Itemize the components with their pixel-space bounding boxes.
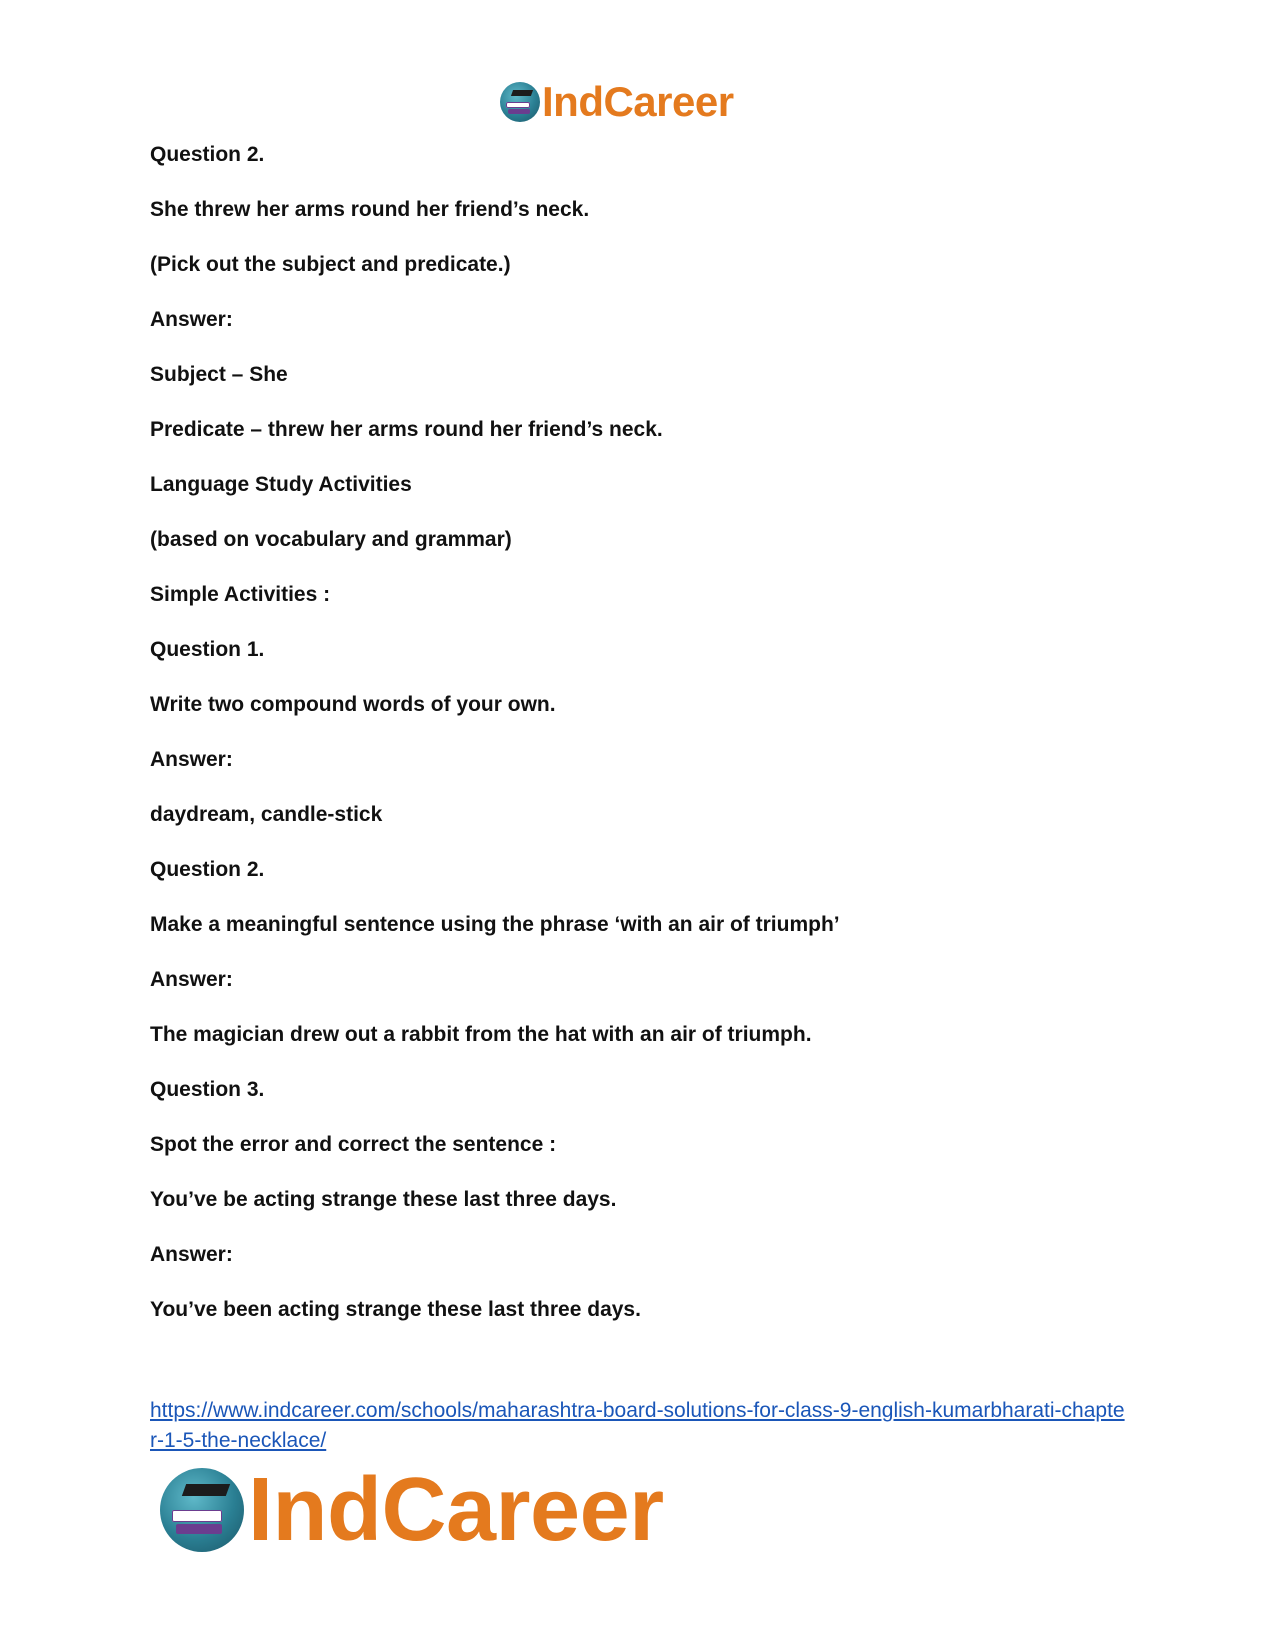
section-heading: Language Study Activities [150,473,412,496]
graduation-cap-icon [511,90,533,96]
question-heading: Question 1. [150,638,265,661]
section-subheading: Simple Activities : [150,583,331,606]
answer-label: Answer: [150,308,233,331]
answer-label: Answer: [150,748,233,771]
globe-book-icon [500,82,540,122]
globe-book-icon [160,1468,244,1552]
answer-text: Predicate – threw her arms round her friend’s neck. [150,418,663,441]
question-text: She threw her arms round her friend’s neck. [150,198,590,221]
logo-wordmark: IndCareer [248,1460,664,1560]
book-stack-icon [176,1524,222,1534]
question-text: Make a meaningful sentence using the phrase ‘with an air of triumph’ [150,913,840,936]
section-subheading: (based on vocabulary and grammar) [150,528,512,551]
footer-logo [160,1462,664,1558]
question-heading: Question 2. [150,858,265,881]
question-instruction: (Pick out the subject and predicate.) [150,253,511,276]
header-logo [500,78,734,126]
graduation-cap-icon [182,1484,230,1496]
book-icon [172,1510,222,1522]
answer-text: You’ve been acting strange these last three days. [150,1298,641,1321]
book-icon [506,102,530,108]
question-text: You’ve be acting strange these last three days. [150,1188,617,1211]
source-link[interactable]: https://www.indcareer.com/schools/maharashtra-board-solutions-for-class-9-english-kumarbharati-chapter-1-5-the-necklace/ [150,1399,1125,1452]
logo-wordmark: IndCareer [542,78,734,125]
answer-label: Answer: [150,968,233,991]
document-body [150,142,1140,1352]
answer-text: daydream, candle-stick [150,803,383,826]
question-heading: Question 2. [150,143,265,166]
question-text: Write two compound words of your own. [150,693,556,716]
answer-text: Subject – She [150,363,288,386]
question-text: Spot the error and correct the sentence : [150,1133,557,1156]
answer-text: The magician drew out a rabbit from the hat with an air of triumph. [150,1023,812,1046]
book-stack-icon [508,109,530,114]
answer-label: Answer: [150,1243,233,1266]
question-heading: Question 3. [150,1078,265,1101]
